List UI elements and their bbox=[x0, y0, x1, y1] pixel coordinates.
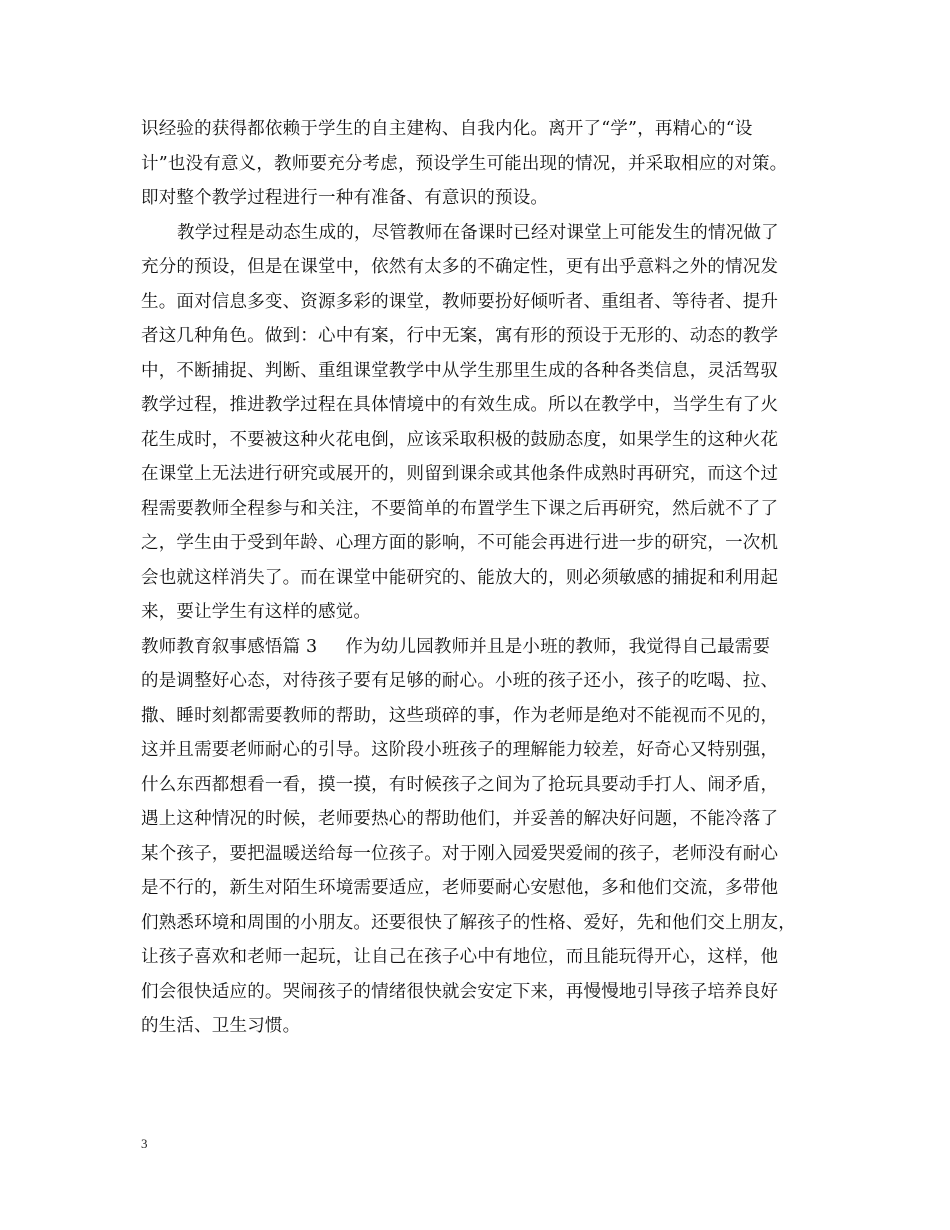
text-line: 教学过程是动态生成的，尽管教师在备课时已经对课堂上可能发生的情况做了 bbox=[177, 222, 779, 243]
text-line: 教学过程，推进教学过程在具体情境中的有效生成。所以在教学中，当学生有了火 bbox=[141, 395, 779, 415]
text-line: 们熟悉环境和周围的小朋友。还要很快了解孩子的性格、爱好，先和他们交上朋友， bbox=[141, 912, 796, 933]
text-line: 们会很快适应的。哭闹孩子的情绪很快就会安定下来，再慢慢地引导孩子培养良好 bbox=[141, 981, 779, 1002]
text-line: 中，不断捕捉、判断、重组课堂教学中从学生那里生成的各种各类信息，灵活驾驭 bbox=[141, 360, 779, 381]
text-line: 计”也没有意义，教师要充分考虑，预设学生可能出现的情况，并采取相应的对策。 bbox=[141, 153, 788, 174]
text-line: 花生成时，不要被这种火花电倒，应该采取积极的鼓励态度，如果学生的这种火花 bbox=[141, 429, 779, 450]
text-line: 的生活、卫生习惯。 bbox=[141, 1016, 301, 1036]
text-line: 撒、睡时刻都需要教师的帮助，这些琐碎的事，作为老师是绝对不能视而不见的， bbox=[141, 705, 779, 726]
text-line: 让孩子喜欢和老师一起玩，让自己在孩子心中有地位，而且能玩得开心，这样，他 bbox=[141, 947, 779, 967]
text-line: 作为幼儿园教师并且是小班的教师，我觉得自己最需要 bbox=[345, 636, 771, 657]
section-heading-line bbox=[141, 630, 841, 665]
section-3 bbox=[141, 630, 841, 1044]
text-line: 遇上这种情况的时候，老师要热心的帮助他们，并妥善的解决好问题，不能冷落了 bbox=[141, 809, 779, 829]
body-text bbox=[141, 112, 841, 1044]
text-line: 识经验的获得都依赖于学生的自主建构、自我内化。离开了“学”，再精心的“设 bbox=[141, 119, 753, 139]
text-line: 在课堂上无法进行研究或展开的，则留到课余或其他条件成熟时再研究，而这个过 bbox=[141, 464, 779, 484]
page-number: 3 bbox=[141, 1136, 148, 1151]
text-line: 会也就这样消失了。而在课堂中能研究的、能放大的，则必须敏感的捕捉和利用起 bbox=[141, 567, 779, 588]
text-line: 充分的预设，但是在课堂中，依然有太多的不确定性，更有出乎意料之外的情况发 bbox=[141, 257, 779, 277]
text-line: 之，学生由于受到年龄、心理方面的影响，不可能会再进行进一步的研究，一次机 bbox=[141, 533, 779, 553]
text-line: 程需要教师全程参与和关注，不要简单的布置学生下课之后再研究，然后就不了了 bbox=[141, 498, 779, 519]
text-line: 是不行的，新生对陌生环境需要适应，老师要耐心安慰他，多和他们交流，多带他 bbox=[141, 878, 779, 898]
section-heading: 教师教育叙事感悟篇 3 bbox=[141, 636, 318, 657]
text-line: 来，要让学生有这样的感觉。 bbox=[141, 602, 372, 622]
paragraph-1 bbox=[141, 112, 841, 216]
text-line: 这并且需要老师耐心的引导。这阶段小班孩子的理解能力较差，好奇心又特别强， bbox=[141, 740, 779, 760]
text-line: 什么东西都想看一看，摸一摸，有时候孩子之间为了抢玩具要动手打人、闹矛盾， bbox=[141, 774, 779, 795]
paragraph-2 bbox=[141, 216, 841, 630]
text-line: 生。面对信息多变、资源多彩的课堂，教师要扮好倾听者、重组者、等待者、提升 bbox=[141, 291, 779, 312]
text-line: 的是调整好心态，对待孩子要有足够的耐心。小班的孩子还小，孩子的吃喝、拉、 bbox=[141, 671, 779, 691]
text-line: 某个孩子，要把温暖送给每一位孩子。对于刚入园爱哭爱闹的孩子，老师没有耐心 bbox=[141, 843, 779, 864]
text-line: 者这几种角色。做到：心中有案，行中无案，寓有形的预设于无形的、动态的教学 bbox=[141, 326, 779, 346]
text-line: 即对整个教学过程进行一种有准备、有意识的预设。 bbox=[141, 188, 549, 208]
